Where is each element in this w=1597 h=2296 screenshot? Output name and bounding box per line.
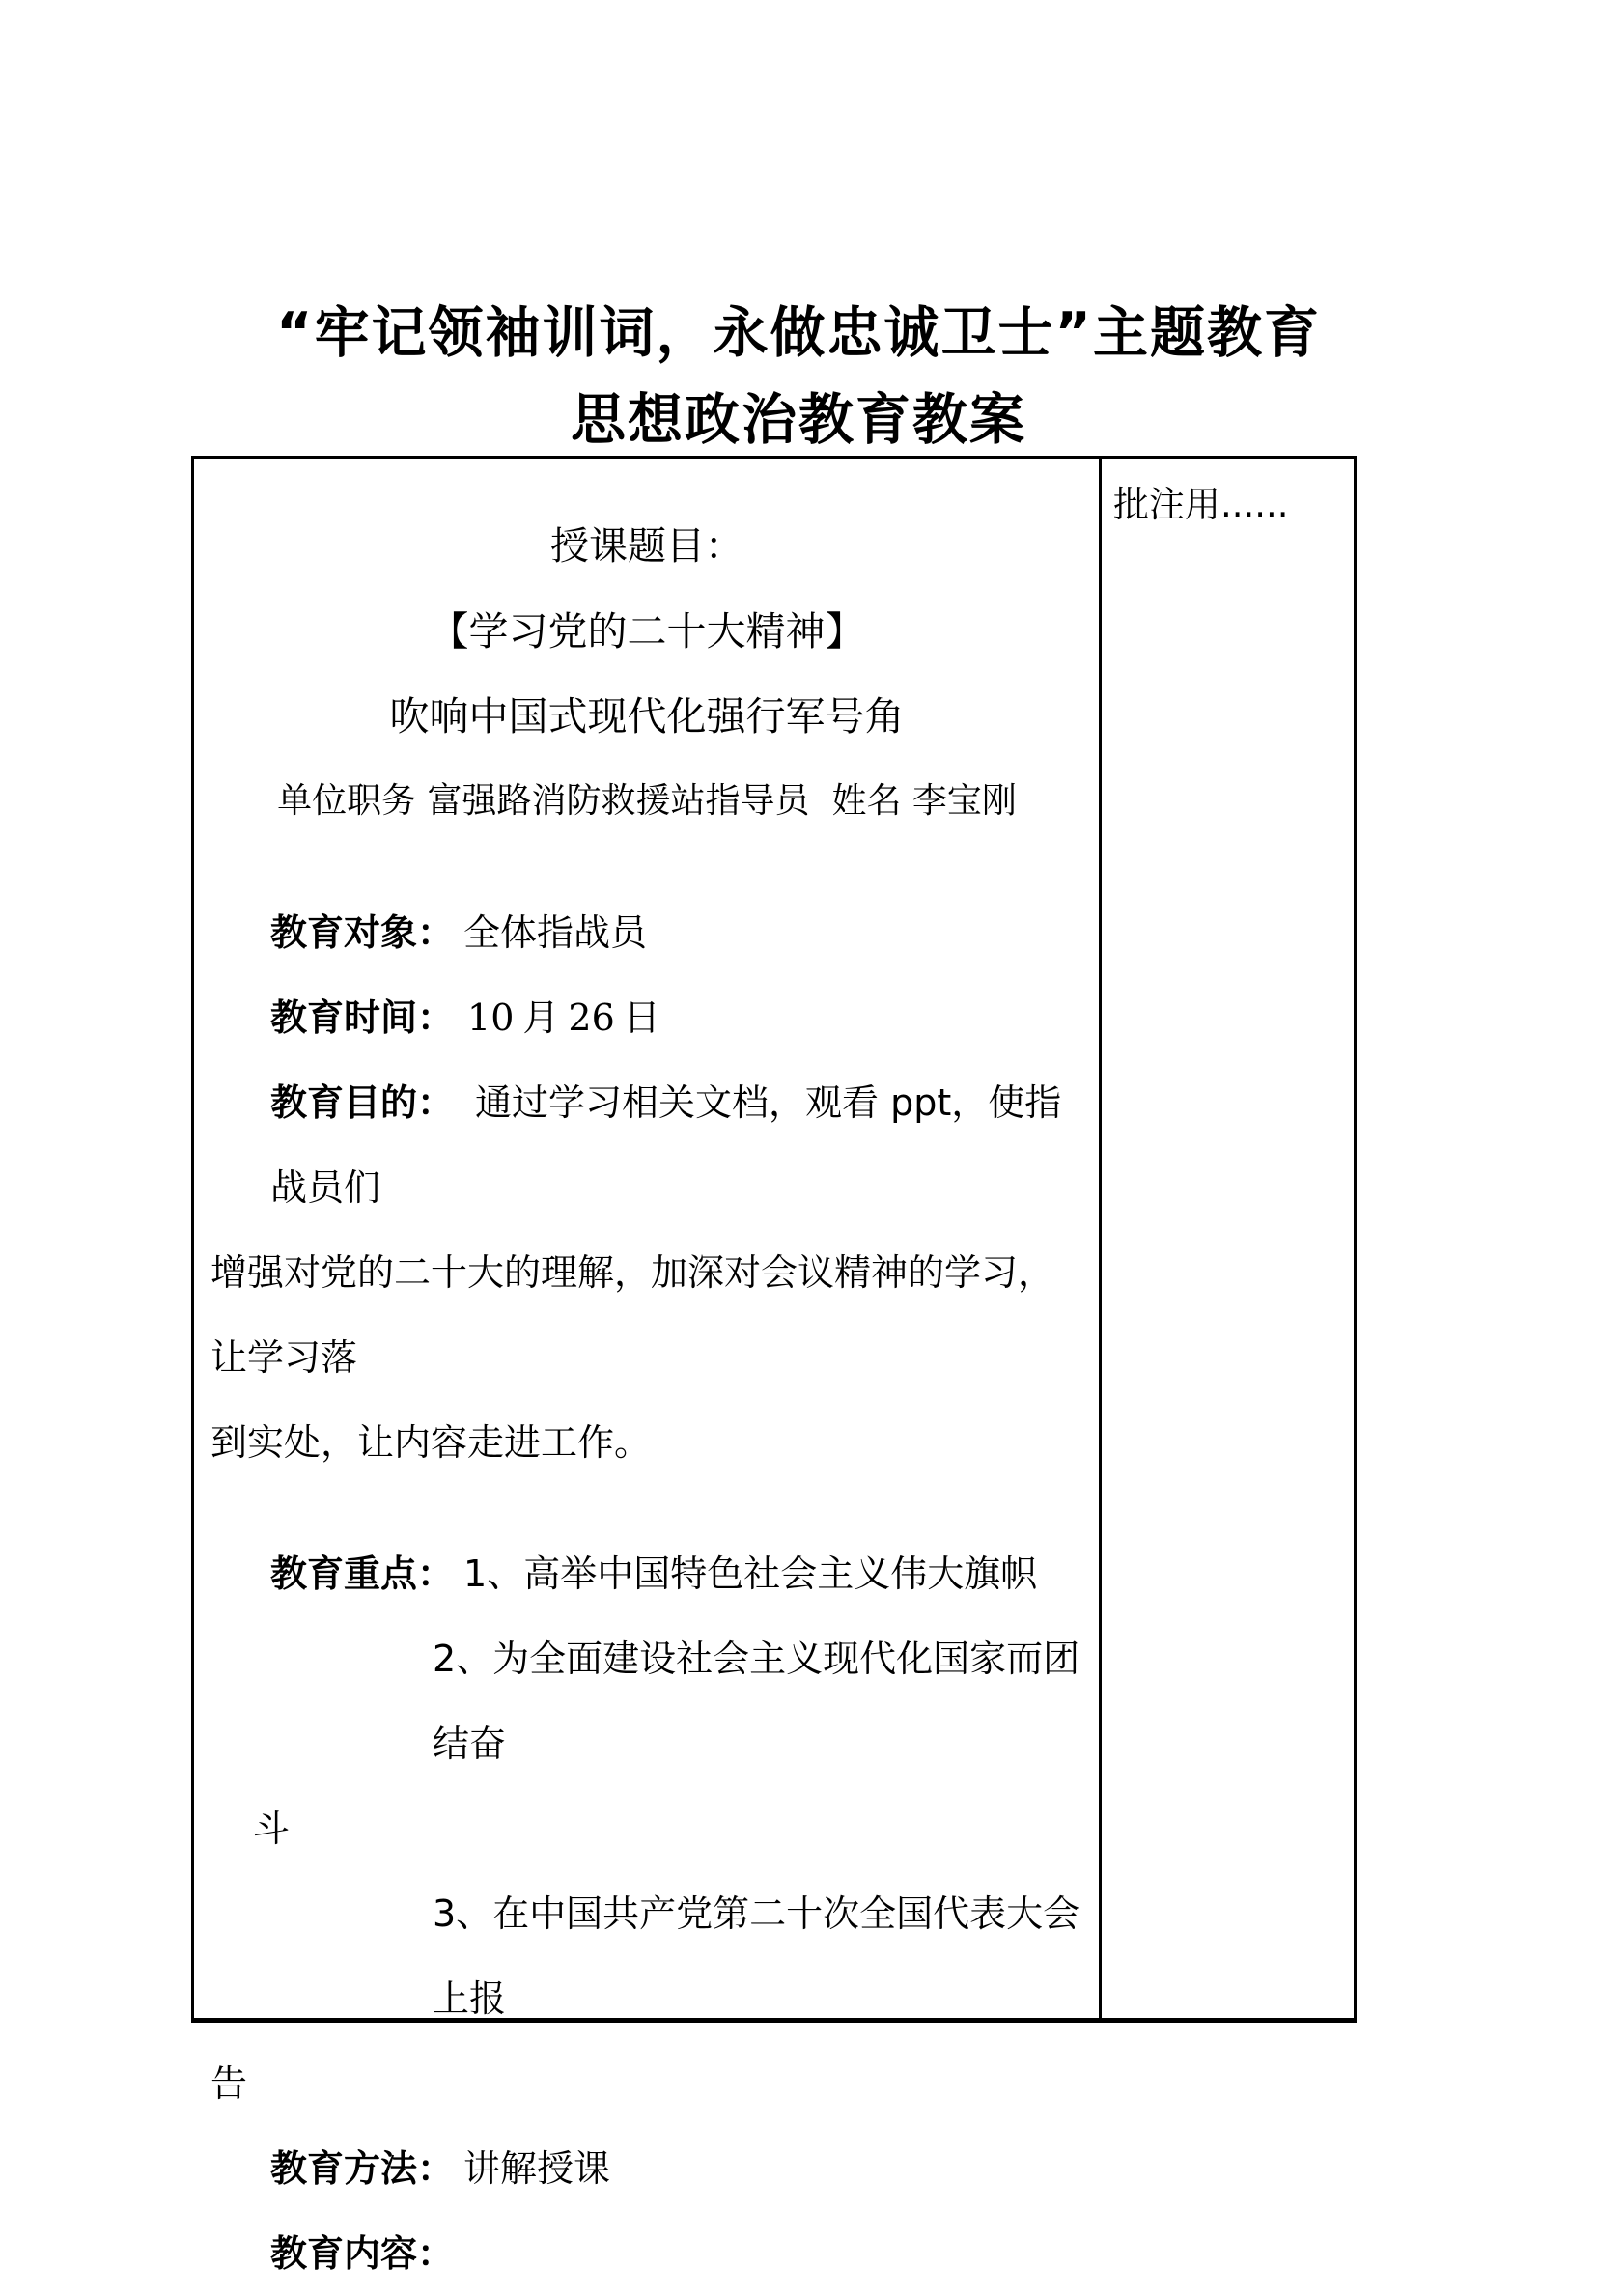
purpose-line1: 通过学习相关文档，观看 ppt，使指战员们: [270, 1081, 1062, 1209]
field-method: [210, 2126, 1083, 2211]
time-label: 教育时间：: [270, 996, 455, 1039]
time-day-unit: 日: [623, 996, 660, 1039]
method-label: 教育方法：: [270, 2147, 455, 2190]
audience-value: 全体指战员: [463, 911, 648, 954]
annotation-note: 批注用......: [1113, 484, 1289, 525]
keypoint-3: 3、在中国共产党第二十次全国代表大会上报: [433, 1892, 1080, 2020]
blank-line: [210, 1485, 1083, 1531]
time-day-number: 26: [568, 996, 615, 1039]
field-keypoints: [210, 1531, 1083, 1616]
keypoint-2-wrap: 斗: [253, 1807, 291, 1850]
time-month-number: 10: [467, 996, 515, 1039]
keypoints-label: 教育重点：: [270, 1553, 455, 1595]
doc-title: [0, 290, 1597, 463]
field-time: [210, 975, 1083, 1060]
heading-topic: 【学习党的二十大精神】: [429, 608, 865, 655]
doc-title-line2: 思想政治教育教案: [571, 388, 1026, 452]
lesson-table: [191, 456, 1357, 2275]
annotation-cell: [1102, 459, 1354, 2018]
lesson-main-cell: [194, 459, 1102, 2275]
purpose-line3: 到实处，让内容走进工作。: [210, 1421, 652, 1464]
audience-label: 教育对象：: [270, 911, 455, 954]
purpose-label: 教育目的：: [270, 1081, 455, 1124]
doc-title-line1: “牢记领袖训词，永做忠诚卫士”主题教育: [276, 301, 1321, 365]
heading-title-label: 授课题目：: [550, 524, 743, 569]
keypoint-1: 1、高举中国特色社会主义伟大旗帜: [463, 1553, 1038, 1595]
content-label: 教育内容：: [270, 2232, 455, 2275]
blank-line: [210, 844, 1083, 890]
field-audience: [210, 890, 1083, 975]
purpose-line2: 增强对党的二十大的理解，加深对会议精神的学习，让学习落: [210, 1251, 1055, 1379]
time-month-unit: 月: [522, 996, 560, 1039]
method-value: 讲解授课: [463, 2147, 611, 2190]
heading-byline: 单位职务 富强路消防救援站指导员 姓名 李宝刚: [277, 781, 1017, 821]
field-content: [210, 2211, 1083, 2296]
keypoint-2: 2、为全面建设社会主义现代化国家而团结奋: [433, 1638, 1080, 1765]
keypoint-3-wrap: 告: [210, 2062, 248, 2105]
field-purpose: [210, 1060, 1083, 1230]
heading-subtopic: 吹响中国式现代化强行军号角: [389, 693, 905, 740]
